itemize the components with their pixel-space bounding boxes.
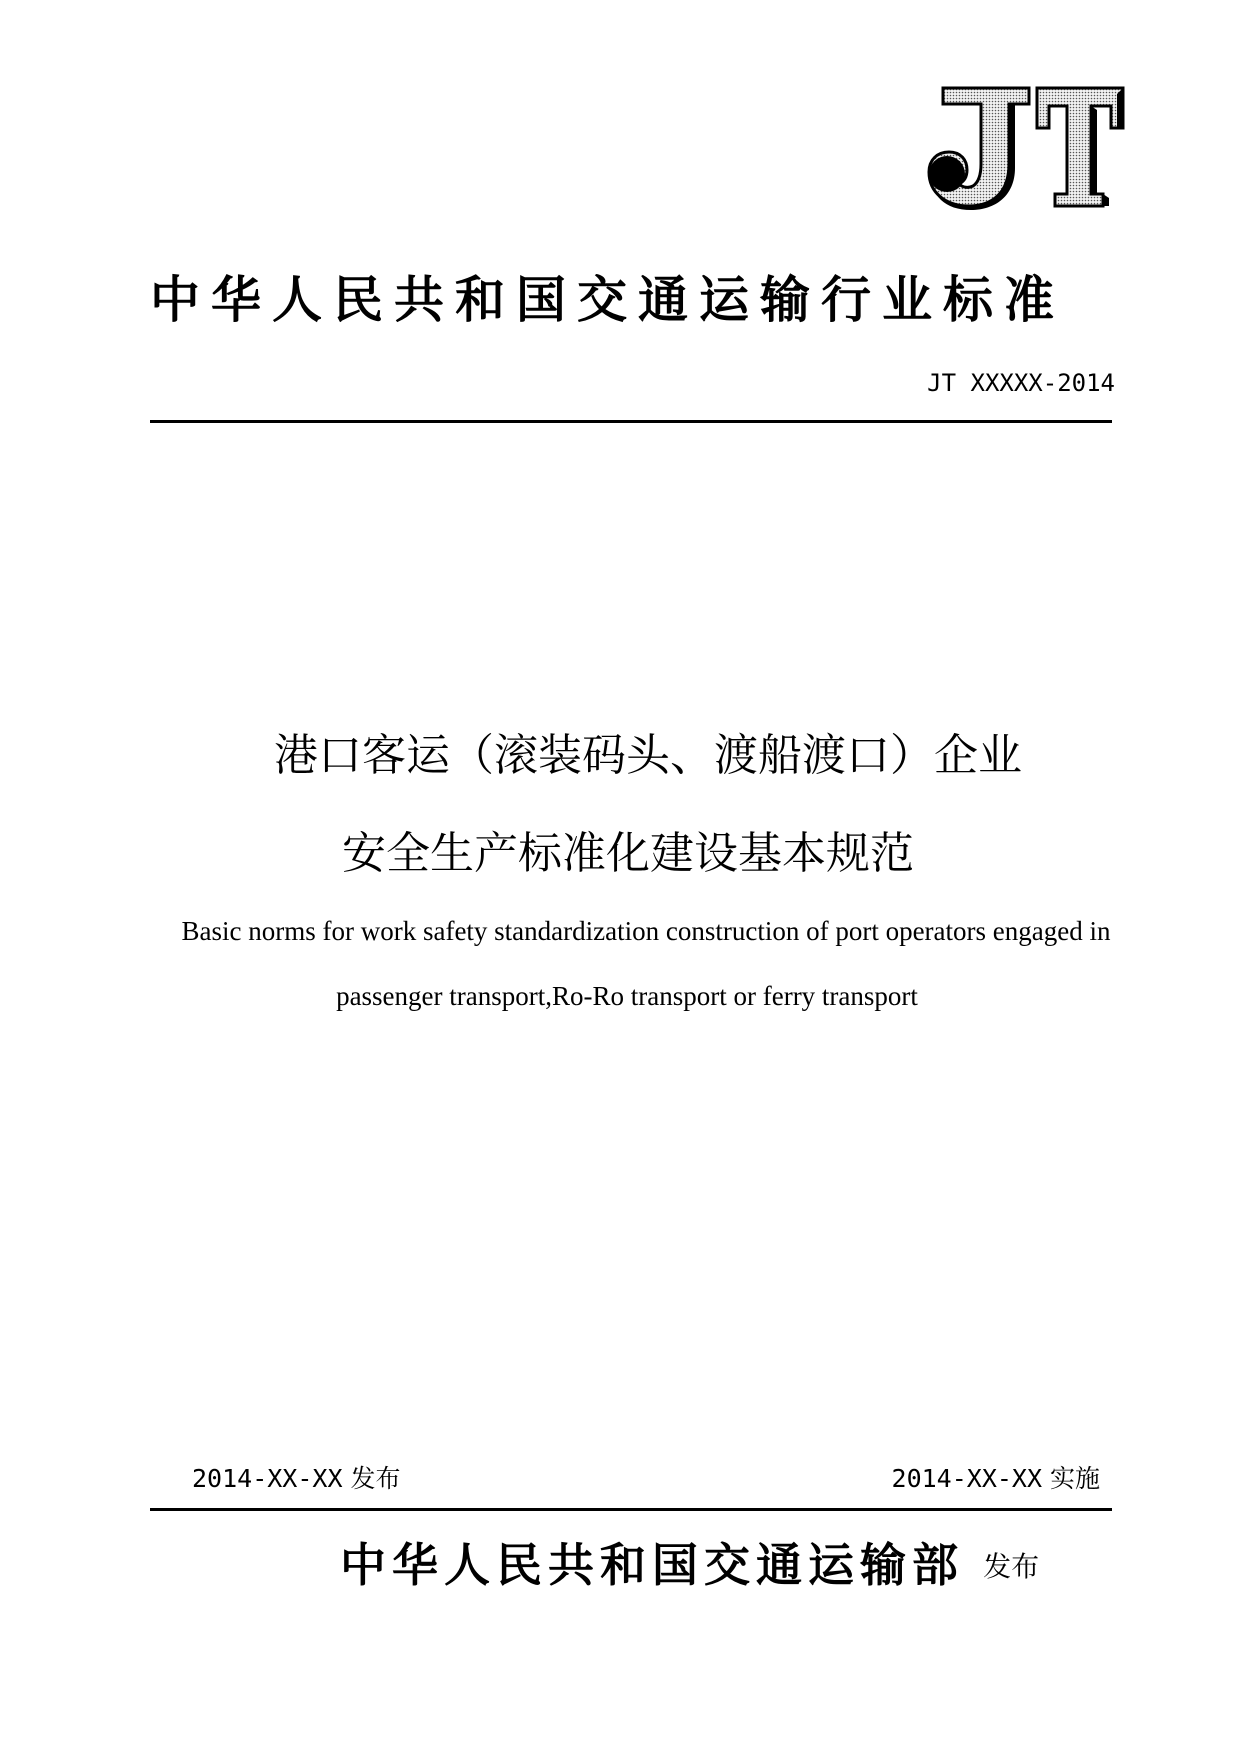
publisher-name: 中华人民共和国交通运输部 bbox=[340, 1538, 964, 1592]
standard-category-title: 中华人民共和国交通运输行业标准 bbox=[150, 271, 1065, 329]
chinese-title-line-1: 港口客运（滚装码头、渡船渡口）企业 bbox=[274, 730, 1022, 781]
english-title-line-2: passenger transport,Ro-Ro transport or ferry transport bbox=[336, 981, 918, 1011]
publisher bbox=[340, 1535, 1039, 1595]
publisher-action: 发布 bbox=[983, 1550, 1040, 1583]
issue-date bbox=[192, 1463, 400, 1495]
jt-logo bbox=[925, 82, 1125, 212]
bottom-divider bbox=[150, 1508, 1112, 1511]
chinese-title-line-2: 安全生产标准化建设基本规范 bbox=[342, 828, 914, 879]
top-divider bbox=[150, 420, 1112, 423]
implementation-date-value: 2014-XX-XX bbox=[891, 1464, 1043, 1493]
implementation-date-label: 实施 bbox=[1049, 1464, 1100, 1493]
implementation-date bbox=[892, 1463, 1100, 1495]
english-title-line-1: Basic norms for work safety standardization construction of port operators engaged in bbox=[181, 916, 1111, 946]
standard-number: JT XXXXX-2014 bbox=[927, 369, 1115, 397]
issue-date-value: 2014-XX-XX bbox=[192, 1464, 343, 1493]
issue-date-label: 发布 bbox=[350, 1464, 401, 1493]
